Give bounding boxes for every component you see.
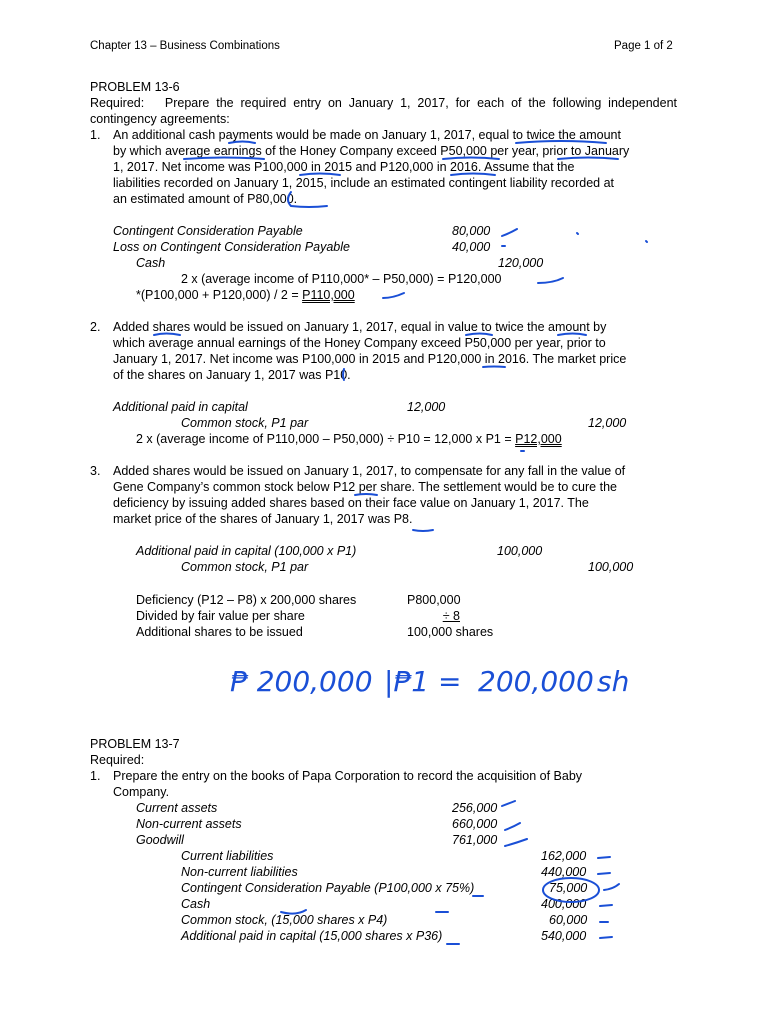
item-line: Gene Company’s common stock below P12 per share. The settlement would be to cure the xyxy=(113,480,617,494)
ink-check xyxy=(600,937,612,938)
entry-debit: 256,000 xyxy=(452,801,498,815)
computation-line: 2 x (average income of P110,000 – P50,000) ÷ P10 = 12,000 x P1 = P12,000 xyxy=(136,432,562,446)
ink-check xyxy=(598,857,610,858)
handwritten-per-share: |₱1 = xyxy=(384,665,462,698)
ink-underline xyxy=(413,530,433,531)
item-line: deficiency by issuing added shares based on their face value on January 1, 2017. The xyxy=(113,496,589,510)
ink-check xyxy=(600,905,612,906)
entry-account: Cash xyxy=(136,256,166,270)
entry-account: Goodwill xyxy=(136,833,184,847)
entry-account: Additional paid in capital (15,000 shares x P36) xyxy=(181,929,443,943)
entry-credit: 540,000 xyxy=(541,929,587,943)
schedule-label: Divided by fair value per share xyxy=(136,609,305,623)
item-line: which average annual earnings of the Honey Company exceed P50,000 per year, prior to xyxy=(113,336,606,350)
schedule-value: P800,000 xyxy=(407,593,461,607)
handwritten-unit: sh xyxy=(597,665,630,698)
entry-credit: 60,000 xyxy=(549,913,588,927)
item-line: liabilities recorded on January 1, 2015, include an estimated contingent liability recorded at xyxy=(113,176,614,190)
entry-account: Contingent Consideration Payable xyxy=(113,224,303,238)
entry-credit: 400,000 xyxy=(541,897,587,911)
entry-account: Cash xyxy=(181,897,211,911)
required-text: Prepare the required entry on January 1, 2017, for each of the following independent contingency agreements: xyxy=(90,96,677,126)
entry-account: Non-current assets xyxy=(136,817,242,831)
item-line: by which average earnings of the Honey Company exceed P50,000 per year, prior to January xyxy=(113,144,630,158)
computation-line: 2 x (average income of P110,000* – P50,000) = P120,000 xyxy=(181,272,502,286)
ink-dot xyxy=(577,233,578,234)
entry-account: Current liabilities xyxy=(181,849,274,863)
entry-debit: 12,000 xyxy=(407,400,446,414)
entry-debit: 40,000 xyxy=(452,240,491,254)
item-line: January 1, 2017. Net income was P100,000 in 2015 and P120,000 in 2016. The market price xyxy=(113,352,627,366)
entry-debit: 761,000 xyxy=(452,833,498,847)
problem-13-7-required: Required: xyxy=(90,753,145,767)
item-line: market price of the shares of January 1, 2017 was P8. xyxy=(113,512,413,526)
problem-13-6-title: PROBLEM 13-6 xyxy=(90,80,180,94)
item-line: Prepare the entry on the books of Papa Corporation to record the acquisition of Baby xyxy=(113,769,583,783)
item-line: Added shares would be issued on January 1, 2017, equal in value to twice the amount by xyxy=(113,320,607,334)
entry-credit: 162,000 xyxy=(541,849,587,863)
ink-check xyxy=(383,293,404,298)
required-prefix: Required: xyxy=(90,96,145,110)
entry-account: Additional paid in capital xyxy=(113,400,248,414)
entry-debit: 660,000 xyxy=(452,817,498,831)
item-number: 3. xyxy=(90,464,101,478)
schedule-label: Additional shares to be issued xyxy=(136,625,303,639)
handwritten-shares: 200,000 xyxy=(478,665,594,698)
entry-account: Common stock, P1 par xyxy=(181,416,309,430)
entry-credit: 440,000 xyxy=(541,865,587,879)
item-line: An additional cash payments would be made on January 1, 2017, equal to twice the amount xyxy=(113,128,621,142)
item-line: Company. xyxy=(113,785,170,799)
entry-credit: 100,000 xyxy=(588,560,634,574)
item-line: of the shares on January 1, 2017 was P10. xyxy=(113,368,351,382)
ink-check xyxy=(505,823,520,830)
entry-account: Contingent Consideration Payable (P100,000 x 75%) xyxy=(181,881,475,895)
item-line: Added shares would be issued on January 1, 2017, to compensate for any fall in the value of xyxy=(113,464,626,478)
item-number: 1. xyxy=(90,128,101,142)
ink-dot xyxy=(646,241,647,242)
item-line: an estimated amount of P80,000. xyxy=(113,192,298,206)
entry-credit: 75,000 xyxy=(549,881,588,895)
ink-check xyxy=(505,839,527,846)
computation-line: *(P100,000 + P120,000) / 2 = P110,000 xyxy=(136,288,355,302)
entry-account: Current assets xyxy=(136,801,218,815)
entry-account: Non-current liabilities xyxy=(181,865,298,879)
schedule-value: ÷ 8 xyxy=(442,609,460,623)
schedule-label: Deficiency (P12 – P8) x 200,000 shares xyxy=(136,593,357,607)
problem-13-7-title: PROBLEM 13-7 xyxy=(90,737,180,751)
schedule-value: 100,000 shares xyxy=(407,625,494,639)
item-line: 1, 2017. Net income was P100,000 in 2015 and P120,000 in 2016. Assume that the xyxy=(113,160,575,174)
ink-check xyxy=(502,229,517,236)
item-number: 2. xyxy=(90,320,101,334)
page-number: Page 1 of 2 xyxy=(614,40,673,52)
handwritten-amount: ₱ 200,000 xyxy=(230,665,373,698)
problem-13-6-required xyxy=(90,95,677,127)
entry-account: Additional paid in capital (100,000 x P1) xyxy=(136,544,357,558)
ink-check xyxy=(604,884,619,890)
ink-check xyxy=(538,278,563,283)
entry-credit: 120,000 xyxy=(498,256,544,270)
ink-check xyxy=(502,801,515,806)
entry-account: Loss on Contingent Consideration Payable xyxy=(113,240,350,254)
entry-account: Common stock, P1 par xyxy=(181,560,309,574)
entry-credit: 12,000 xyxy=(588,416,627,430)
chapter-title: Chapter 13 – Business Combinations xyxy=(90,40,280,52)
ink-check xyxy=(598,873,610,874)
entry-account: Common stock, (15,000 shares x P4) xyxy=(181,913,388,927)
item-number: 1. xyxy=(90,769,101,783)
entry-debit: 100,000 xyxy=(497,544,543,558)
computation-result: P110,000 xyxy=(302,288,355,302)
entry-debit: 80,000 xyxy=(452,224,491,238)
computation-result: P12,000 xyxy=(515,432,562,446)
